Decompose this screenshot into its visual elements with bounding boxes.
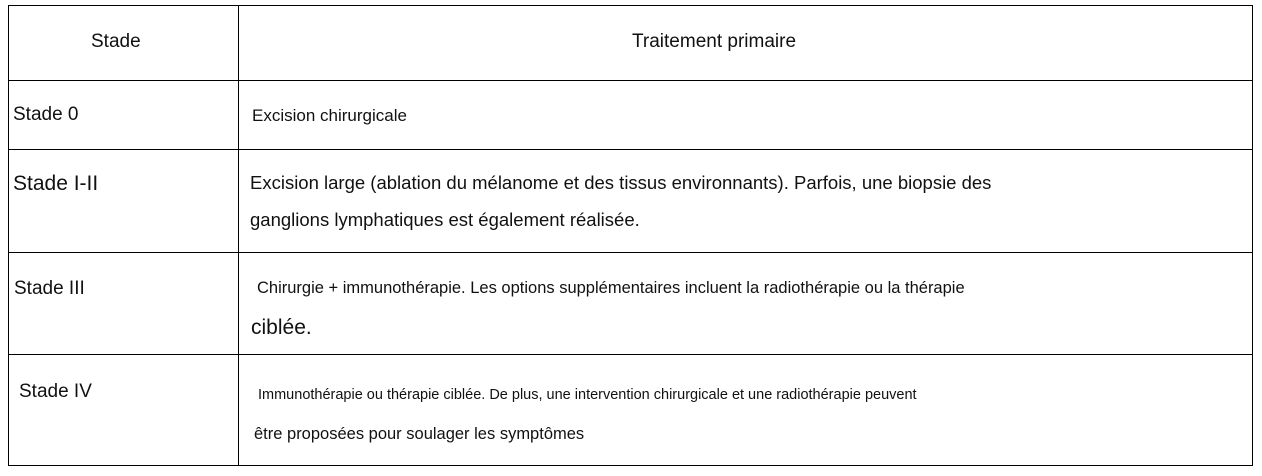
stage-label: Stade I-II bbox=[13, 172, 99, 195]
stage-label: Stade 0 bbox=[13, 104, 79, 125]
table-row bbox=[9, 150, 1252, 253]
table-row bbox=[9, 81, 1252, 150]
treatment-cell bbox=[239, 355, 1252, 465]
treatment-text-line: Chirurgie + immunothérapie. Les options supplémentaires incluent la radiothérapie ou la thérapie bbox=[257, 279, 965, 297]
stage-cell bbox=[9, 81, 239, 149]
treatment-text-line: Immunothérapie ou thérapie ciblée. De plus, une intervention chirurgicale et une radiothérapie peuvent bbox=[258, 387, 917, 403]
treatment-cell bbox=[239, 253, 1252, 354]
treatment-cell bbox=[239, 81, 1252, 149]
treatment-text-line: Excision large (ablation du mélanome et des tissus environnants). Parfois, une biopsie des bbox=[250, 172, 992, 193]
header-treatment-label: Traitement primaire bbox=[632, 31, 797, 52]
table-row bbox=[9, 355, 1252, 465]
treatment-table bbox=[8, 5, 1253, 466]
stage-label: Stade III bbox=[14, 278, 85, 299]
header-stage-label: Stade bbox=[91, 31, 141, 52]
treatment-text-line: être proposées pour soulager les symptômes bbox=[254, 425, 585, 443]
stage-cell bbox=[9, 355, 239, 465]
stage-cell bbox=[9, 150, 239, 252]
header-cell-stage bbox=[9, 6, 239, 80]
stage-cell bbox=[9, 253, 239, 354]
treatment-cell bbox=[239, 150, 1252, 252]
stage-label: Stade IV bbox=[19, 381, 92, 402]
treatment-text-line: ciblée. bbox=[251, 316, 312, 339]
treatment-text-line: Excision chirurgicale bbox=[252, 106, 407, 125]
table-row bbox=[9, 253, 1252, 355]
table-header-row bbox=[9, 6, 1252, 81]
treatment-text-line: ganglions lymphatiques est également réalisée. bbox=[250, 209, 640, 230]
header-cell-treatment bbox=[239, 6, 1252, 80]
